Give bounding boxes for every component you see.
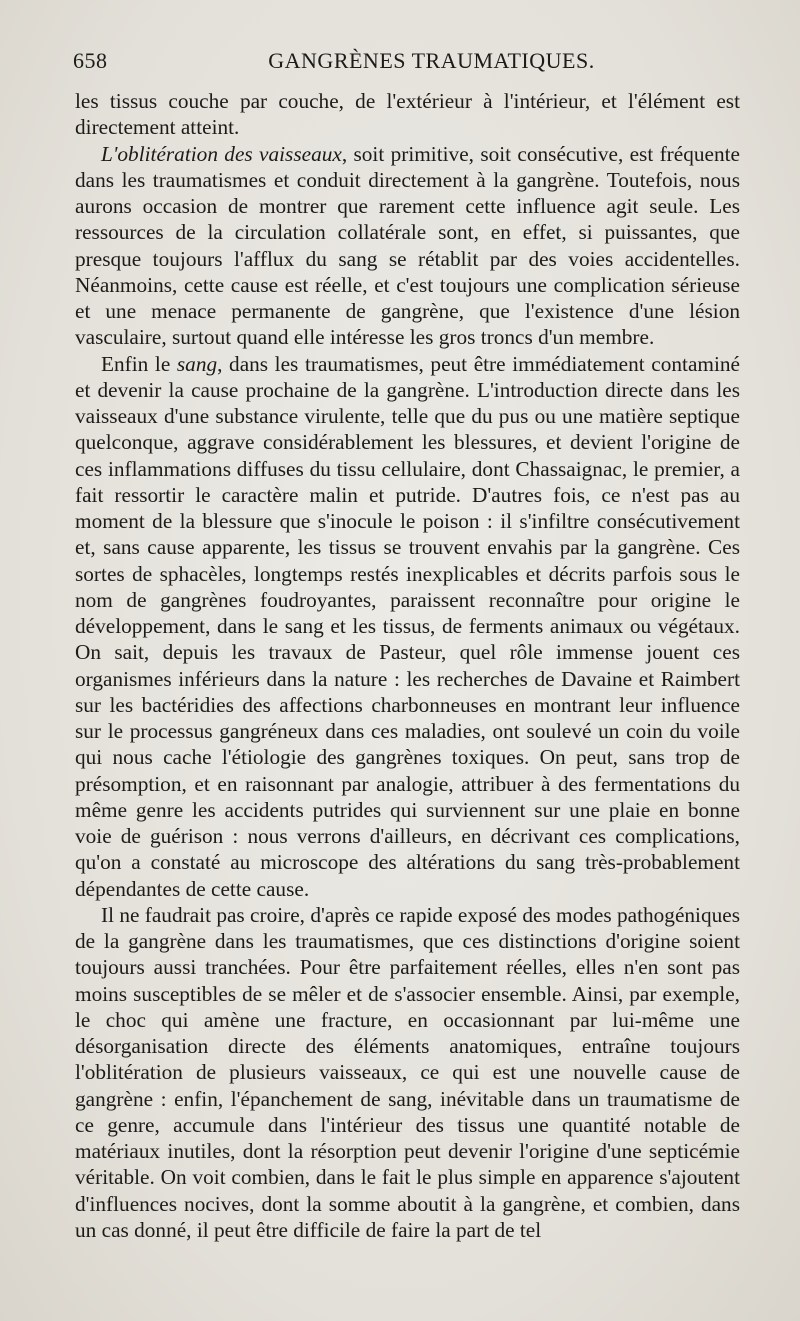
paragraph-2-text: , soit primitive, soit consécutive, est fréquente dans les traumatismes et conduit directement à la gangrène. Toutefois, nous aurons occasion de montrer que rarement cette influence agit seule. Les ressources de la circulation collatérale sont, en effet, si puissantes, que presque toujours l'afflux du sang se rétablit par des voies accidentelles. Néanmoins, cette cause est réelle, et c'est toujours une complication sérieuse et une menace permanente de gangrène, que l'existence d'une lésion vasculaire, surtout quand elle intéresse les gros troncs d'un membre. (75, 141, 740, 350)
paragraph-2-italic-lead: L'oblitération des vaisseaux (101, 141, 342, 166)
running-title: GANGRÈNES TRAUMATIQUES. (268, 48, 595, 73)
paragraph-1-text: les tissus couche par couche, de l'extérieur à l'intérieur, et l'élément est directement atteint. (75, 89, 740, 140)
paragraph-3-lead: Enfin le (101, 351, 177, 376)
page-header (73, 48, 750, 78)
paragraph-1 (75, 88, 740, 141)
paragraph-3 (75, 351, 740, 902)
paragraph-3-italic-word: sang (176, 351, 218, 376)
paragraph-3-text: , dans les traumatismes, peut être immédiatement contaminé et devenir la cause prochaine de la gangrène. L'introduction directe dans les vaisseaux d'une substance virulente, telle que du pus ou une matière septique quelconque, aggrave considérablement les blessures, et devient l'origine de ces inflammations diffuses du tissu cellulaire, dont Chassaignac, le premier, a fait ressortir le caractère malin et putride. D'autres fois, ce n'est pas au moment de la blessure que s'inocule le poison : il s'infiltre consécutivement et, sans cause apparente, les tissus se trouvent envahis par la gangrène. Ces sortes de sphacèles, longtemps restés inexplicables et décrits parfois sous le nom de gangrènes foudroyantes, paraissent reconnaître pour origine le développement, dans le sang et les tissus, de ferments animaux ou végétaux. On sait, depuis les travaux de Pasteur, quel rôle immense jouent ces organismes inférieurs dans la nature : les recherches de Davaine et Raimbert sur les bactéridies des affections charbonneuses en montrant leur influence sur le processus gangréneux dans ces maladies, ont soulevé un coin du voile qui nous cache l'étiologie des gangrènes toxiques. On peut, sans trop de présomption, et en raisonnant par analogie, attribuer à des fermentations du même genre les accidents putrides qui surviennent sur une plaie en bonne voie de guérison : nous verrons d'ailleurs, en décrivant ces complications, qu'on a constaté au microscope des altérations du sang très-probablement dépendantes de cette cause. (75, 351, 740, 901)
paragraph-4 (75, 902, 740, 1243)
body-text (75, 88, 740, 1243)
paragraph-2 (75, 141, 740, 351)
paragraph-4-text: Il ne faudrait pas croire, d'après ce rapide exposé des modes pathogéniques de la gangrène dans les traumatismes, que ces distinctions d'origine soient toujours aussi tranchées. Pour être parfaitement réelles, elles n'en sont pas moins susceptibles de se mêler et de s'associer ensemble. Ainsi, par exemple, le choc qui amène une fracture, en occasionnant par lui-même une désorganisation directe des éléments anatomiques, entraîne toujours l'oblitération de plusieurs vaisseaux, ce qui est une nouvelle cause de gangrène : enfin, l'épanchement de sang, inévitable dans un traumatisme de ce genre, accumule dans l'intérieur des tissus une quantité notable de matériaux inutiles, dont la résorption peut devenir l'origine d'une septicémie véritable. On voit combien, dans le fait le plus simple en apparence s'ajoutent d'influences nocives, dont la somme aboutit à la gangrène, et combien, dans un cas donné, il peut être difficile de faire la part de tel (75, 902, 740, 1242)
page-number: 658 (73, 48, 108, 73)
